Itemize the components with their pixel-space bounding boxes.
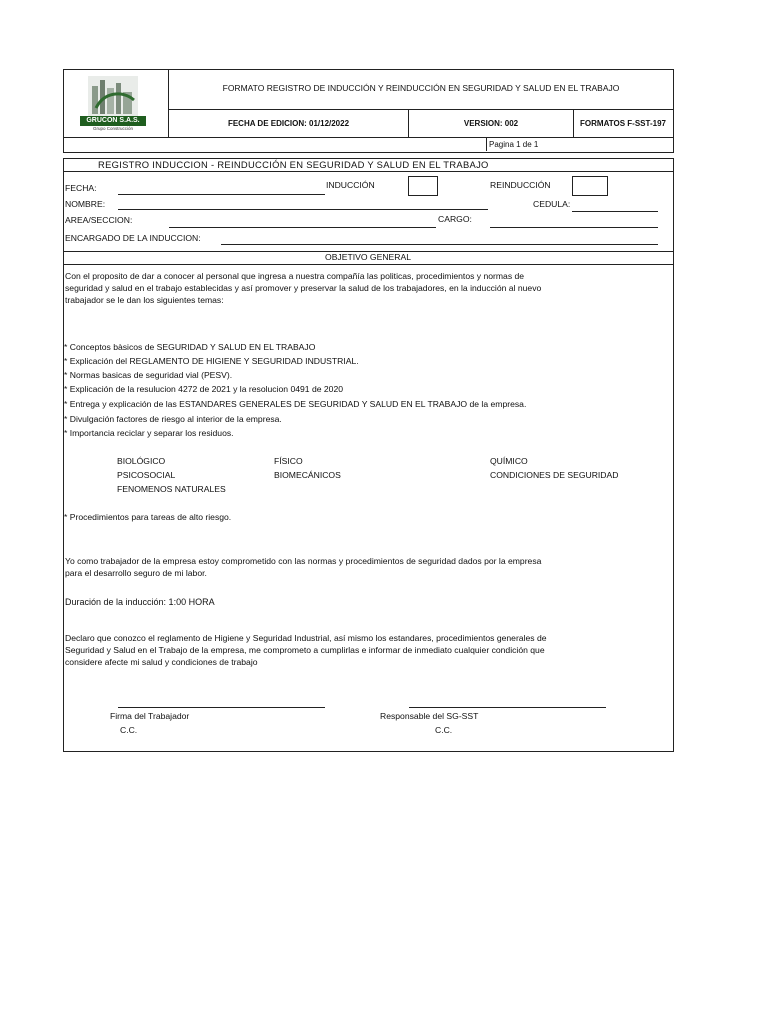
- encargado-label: ENCARGADO DE LA INDUCCION:: [65, 233, 201, 243]
- section-title: REGISTRO INDUCCION - REINDUCCIÓN EN SEGURIDAD Y SALUD EN EL TRABAJO: [98, 159, 489, 170]
- topic-item: * Normas basicas de seguridad vial (PESV).: [64, 370, 233, 380]
- cedula-label: CEDULA:: [533, 199, 571, 209]
- area-field[interactable]: [169, 227, 436, 228]
- topic-item: * Explicación de la resulucion 4272 de 2021 y la resolucion 0491 de 2020: [64, 384, 344, 394]
- topic-item: * Conceptos bàsicos de SEGURIDAD Y SALUD EN EL TRABAJO: [64, 342, 316, 352]
- reinduccion-checkbox[interactable]: [572, 176, 608, 196]
- responsible-signature-label: Responsable del SG-SST: [380, 711, 479, 721]
- cedula-field[interactable]: [572, 211, 658, 212]
- topic-item: * Explicación del REGLAMENTO DE HIGIENE Y SEGURIDAD INDUSTRIAL.: [64, 356, 359, 366]
- topic-item: * Divulgación factores de riesgo al interior de la empresa.: [64, 414, 282, 424]
- nombre-field[interactable]: [118, 209, 488, 210]
- header-table: [63, 69, 674, 153]
- fecha-label: FECHA:: [65, 183, 97, 193]
- page-number: Pagina 1 de 1: [489, 140, 539, 149]
- company-tagline: Grupo Construcción: [92, 126, 134, 131]
- compromiso-line: Yo como trabajador de la empresa estoy comprometido con las normas y procedimientos de seguridad dados por la empresa: [65, 556, 542, 566]
- topic-item: * Entrega y explicación de las ESTANDARES GENERALES DE SEGURIDAD Y SALUD EN EL TRABAJO de la empresa.: [64, 399, 527, 409]
- worker-signature-label: Firma del Trabajador: [110, 711, 190, 721]
- risk-quimico: QUÍMICO: [490, 456, 528, 466]
- format-code: FORMATOS F-SST-197: [580, 119, 666, 128]
- cargo-field[interactable]: [490, 227, 658, 228]
- topic-item: * Importancia reciclar y separar los residuos.: [64, 428, 234, 438]
- compromiso-line: para el desarrollo seguro de mi labor.: [65, 568, 207, 578]
- induccion-checkbox[interactable]: [408, 176, 438, 196]
- risk-biologico: BIOLÓGICO: [117, 456, 166, 466]
- duracion: Duración de la inducción: 1:00 HORA: [65, 597, 215, 607]
- nombre-label: NOMBRE:: [65, 199, 106, 209]
- cargo-label: CARGO:: [438, 214, 472, 224]
- company-logo: [78, 74, 148, 134]
- risk-biomecanicos: BIOMECÁNICOS: [274, 470, 341, 480]
- version: VERSION: 002: [463, 119, 519, 128]
- responsible-signature-line[interactable]: [409, 707, 606, 708]
- risk-fisico: FÍSICO: [274, 456, 303, 466]
- intro-line: Con el proposito de dar a conocer al personal que ingresa a nuestra compañía las politicas, procedimientos y normas de: [65, 271, 525, 281]
- intro-line: trabajador se le dan los siguientes temas:: [65, 295, 224, 305]
- declaracion-line: Declaro que conozco el reglamento de Higiene y Seguridad Industrial, así mismo los estandares, procedimientos generales de: [65, 633, 547, 643]
- induccion-label: INDUCCIÓN: [326, 180, 375, 190]
- risk-condiciones: CONDICIONES DE SEGURIDAD: [490, 470, 619, 480]
- company-name: GRUCON S.A.S.: [86, 117, 140, 124]
- reinduccion-label: REINDUCCIÓN: [490, 180, 551, 190]
- risk-fenomenos: FENOMENOS NATURALES: [117, 484, 226, 494]
- encargado-field[interactable]: [221, 244, 658, 245]
- intro-line: seguridad y salud en el trabajo establecidas y así promover y preservar la salud de los trabajadores, en la inducción al nuevo: [65, 283, 542, 293]
- alto-riesgo: * Procedimientos para tareas de alto riesgo.: [64, 512, 232, 522]
- document-title: FORMATO REGISTRO DE INDUCCIÓN Y REINDUCCIÓN EN SEGURIDAD Y SALUD EN EL TRABAJO: [222, 83, 620, 93]
- fecha-field[interactable]: [118, 194, 325, 195]
- area-label: AREA/SECCION:: [65, 215, 133, 225]
- worker-cc: C.C.: [120, 725, 138, 735]
- declaracion-line: considere afecte mi salud y condiciones de trabajo: [65, 657, 258, 667]
- declaracion-line: Seguridad y Salud en el Trabajo de la empresa, me comprometo a cumplirlas e informar de inmediato cualquier condición que: [65, 645, 545, 655]
- objetivo-title: OBJETIVO GENERAL: [325, 252, 411, 262]
- edition-date: FECHA DE EDICION: 01/12/2022: [227, 119, 350, 128]
- worker-signature-line[interactable]: [118, 707, 325, 708]
- responsible-cc: C.C.: [435, 725, 453, 735]
- risk-psicosocial: PSICOSOCIAL: [117, 470, 176, 480]
